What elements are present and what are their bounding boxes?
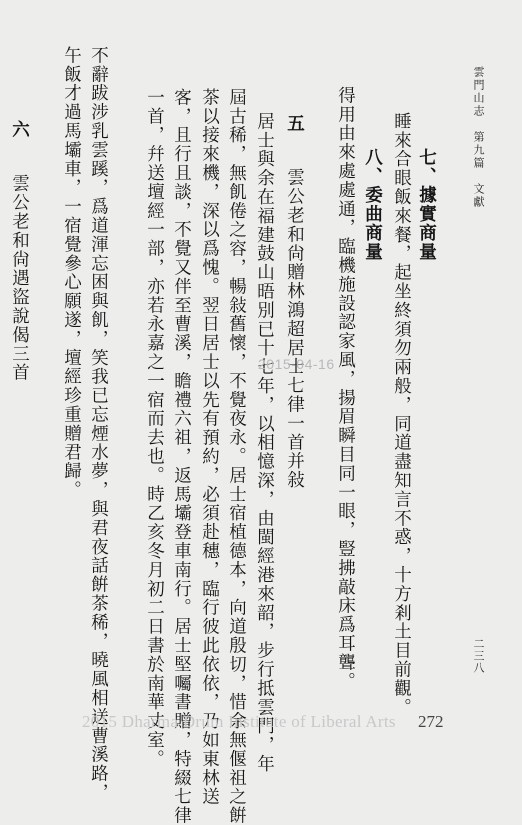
section-heading-six [10, 120, 28, 382]
section-heading-five [285, 114, 303, 490]
preface-line: 居士與余在福建鼓山晤別已十七年，以相憶深，由閩經港來韶，步行抵雲門，年 [254, 112, 275, 774]
poem-line: 不辭跋涉乳雲蹊，爲道渾忘困與飢，笑我已忘煙水夢，與君夜話餠茶稀，曉風相送曹溪路， [88, 46, 109, 802]
verse-line: 得用由來處處通，臨機施設認家風，揚眉瞬目同一眼，豎拂敲床爲耳聾。 [335, 86, 356, 691]
date-stamp: 2015-04-16 [258, 356, 335, 372]
preface-line: 一首，幷送壇經一部，亦若永嘉之一宿而去也。時乙亥冬月初二日書於南華丈室。 [144, 88, 165, 769]
watermark: 2015 Dharma Drum Institute of Liberal Arts [82, 712, 396, 731]
section-title: 雲公老和尙遇盜說偈三首 [9, 174, 30, 383]
heading-eight: 八、委曲商量 [362, 148, 383, 262]
heading-seven: 七、據實商量 [416, 148, 437, 262]
preface-line: 屆古稀，無飢倦之容，暢敍舊懷，不覺夜永。居士宿植德本，向道殷切，惜余無偃祖之餠 [226, 88, 247, 825]
page-number: 272 [418, 712, 444, 731]
folio-number: 二三八 [472, 638, 485, 674]
running-header: 雲門山志 第九篇 文獻 [472, 66, 485, 209]
preface-line: 茶以接來機，深以爲愧。翌日居士以先有預約，必須赴穗，臨行彼此依依，乃如東林送 [199, 88, 220, 807]
section-number: 六 [9, 120, 30, 139]
section-number: 五 [284, 114, 305, 133]
verse-line: 睡來合眼飯來餐，起坐終須勿兩般，同道盡知言不惑，十方剎土目前觀。 [391, 112, 412, 717]
section-title: 雲公老和尙贈林鴻超居士七律一首并敍 [284, 168, 305, 490]
preface-line: 客，且行且談，不覺又伴至曹溪，瞻禮六祖，返馬壩登車南行。居士堅囑書贈，特綴七律 [171, 88, 192, 825]
poem-line: 午飯才過馬壩車，一宿覺參心願遂，壇經珍重贈君歸。 [61, 46, 82, 500]
